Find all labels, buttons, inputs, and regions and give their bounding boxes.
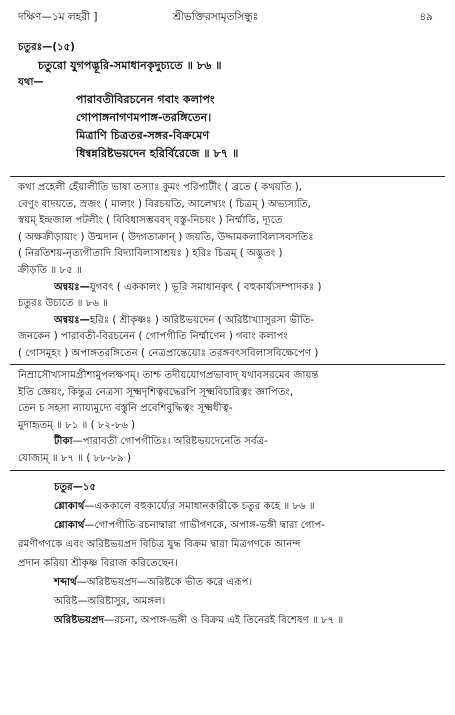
shlokartha-label: শ্লোকার্থ: [54, 520, 85, 531]
anvaya-text: হরিঃ ( শ্রীকৃষ্ণঃ ) অরিষ্টভয়দেন ( অরিষ্টাখ্যাসুরস্য ভীতি-: [89, 314, 315, 326]
verse-line: গোপাঙ্গনাগণমপাঙ্গ-তরঙ্গিতেন।: [76, 111, 212, 125]
shlokartha-label: শ্লোকার্থ: [54, 501, 85, 512]
verse-block: [18, 40, 445, 163]
commentary-block-1: [18, 180, 445, 363]
header-chapter: দক্ষিণ—১ম লহরী ]: [18, 11, 98, 23]
commentary-block-2: [18, 368, 445, 468]
shabdartha-label: শব্দার্থ: [54, 577, 77, 588]
commentary-line: কথা প্রহেলী হেঁয়ালীতি ভাষা তস্যাঃ কুমং পরিপাটীং ( ব্রতে ( কথয়তি ),: [18, 182, 302, 193]
shlokartha-line: প্রদান করিয়া শ্রীকৃষ্ণ বিরাজ করিতেছেন।: [18, 558, 178, 569]
verse-line: মিত্রাণি চিত্রতর-সঙ্গর-বিক্রমেণ: [76, 129, 210, 143]
shlokartha-text: —এককালে বহুকার্য্যের সমাধানকারীকে চতুর কহে ॥ ৮৬ ॥: [84, 501, 315, 512]
header-book-title: শ্রীভক্তিরসামৃতসিন্ধুঃ: [173, 11, 259, 23]
commentary-line: ইতি জ্ঞেয়ং, কিন্তুত্র নেত্রস্য সূক্ষ্মদৃশিত্ববদ্ধেরপি সূক্ষ্মবিচারিত্বং জ্ঞাপিতং,: [18, 386, 294, 398]
anvaya-label: অন্বয়ঃ—: [54, 281, 90, 293]
commentary-line: বেণুং বাদয়তে, স্রজং ( মালাং ) বিরচয়তি, আলেখ্যং ( চিত্রম্ ) অভ্যস্যতি,: [18, 198, 311, 210]
divider-3: [10, 470, 445, 471]
shabdartha-line: [18, 573, 445, 592]
anvaya-end: চতুরঃ উচ্যতে ॥ ৮৬ ॥: [18, 298, 109, 310]
verse-definition: চতুরো যুগপদ্ভূরি-সমাধানকৃদুচ্যতে ॥ ৮৬ ॥: [38, 58, 222, 72]
shabdartha-text: —অরিষ্টভয়প্রদ—অরিষ্টকে ভীত করে এরূপ।: [76, 577, 253, 588]
divider-2: [10, 364, 445, 365]
tika-label: টীকা: [54, 436, 73, 448]
shlokartha-line: রমণীগণকে এবং অরিষ্টভয়প্রদ বিচিত্র যুদ্ধ বিক্রম দ্বারা মিত্রগণকে আনন্দ: [18, 539, 301, 550]
commentary-line: নিম্রাসৌখ্যসামগ্রীশামুপলক্ষণম্। তাশ্চ তদীয়যোগপ্রভাবাদ্ যথাবসরমেব জায়ন্ত: [18, 370, 319, 381]
commentary-line: ক্রীড়তি ॥ ৮৫ ॥: [18, 264, 82, 276]
final-text: —রচনা, অপাঙ্গ-ভঙ্গী ও বিক্রম এই তিনেরই বিশেষণ ॥ ৮৭ ॥: [104, 615, 344, 626]
yatha-label: যথা—: [18, 76, 44, 88]
tika-end: যোজ্যম্ ॥ ৮৭ ॥ ( ৮৮-৮৯ ): [18, 452, 131, 464]
anvaya-label: অন্বয়ঃ—: [54, 314, 90, 326]
verse-line: পারাবতীবিরচনেন গবাং কলাপং: [76, 93, 215, 107]
shlokartha-line: [18, 516, 445, 535]
bengali-translation-block: [18, 478, 445, 630]
commentary-line: ( নিরতিশয়-নৃত্যগীতাদি বিদ্যাবিলাসাশ্রয়ঃ ) হরিঃ চিত্রম্ ( অদ্ভুতং ): [18, 248, 283, 260]
verse-heading: চতুরঃ—(১৫): [18, 42, 75, 53]
anvaya-line: [18, 313, 445, 330]
bengali-heading: চতুর—১৫: [54, 482, 97, 493]
anvaya-line: [18, 280, 445, 297]
shlokartha-line: [18, 497, 445, 516]
commentary-line: মুদাহৃতম্ ॥ ৮১ ॥ ( ৮২-৮৬ ): [18, 419, 136, 431]
commentary-line: ( অক্ষক্রীড়ায়াং ) উন্মদান ( উদ্গতাক্রান্ ) জয়তি, উদ্দামকলাবিলাসবসতিঃ: [18, 231, 314, 243]
commentary-line: স্বয়ম্ ইন্দ্রজাল পটলীং ( বিবিধাসম্ভববদ্ বস্তু-নিচয়ং ) নির্ম্মাতি, দ্যূতে: [18, 215, 283, 227]
page-header: [18, 10, 441, 26]
verse-line: ধিন্বন্নরিষ্টভয়দেন হরির্বিরেজে ॥ ৮৭ ॥: [76, 147, 239, 161]
tika-line: [18, 434, 445, 451]
divider-1: [10, 176, 445, 177]
anvaya-line: ( গোসমূহং ) অপাঙ্গতরঙ্গিতেন ( নেত্রপ্রান্তেয়োঃ তরঙ্গবৎসবিলাসবিক্ষেপেণ ): [18, 347, 319, 359]
page-number: ৪৯: [419, 11, 433, 23]
anvaya-line: জনকেন ) পারাবতী-বিরচনেন ( গোপগীতি নির্ম্মাণেন ) গবাং কলাপং: [18, 331, 288, 343]
anvaya-text: যুগবৎ ( এককালং ) ভূরি সমাধানকৃৎ ( বহুকার্য্যসম্পাদকঃ ): [89, 281, 322, 293]
tika-text: —পারাবতী গোপগীতিঃ। অরিষ্টভয়দেনেতি সর্বত্র-: [72, 436, 268, 448]
shlokartha-text: —গোপগীতি রচনাদ্বারা গাভীগণকে, অপাঙ্গ-ভঙ্গী দ্বারা গোপ-: [84, 520, 326, 531]
arishta-line: অরিষ্ট—অরিষ্টাসুর, অমঙ্গল।: [54, 596, 166, 607]
commentary-line: তেন চ সহসা ন্যায্যমুদ্যে বস্তুনি প্রবেশিবুদ্ধিত্বং সূক্ষ্মধীত্ব-: [18, 403, 233, 415]
final-line: [18, 611, 445, 630]
final-label: অরিষ্টভয়প্রদ: [54, 615, 104, 626]
